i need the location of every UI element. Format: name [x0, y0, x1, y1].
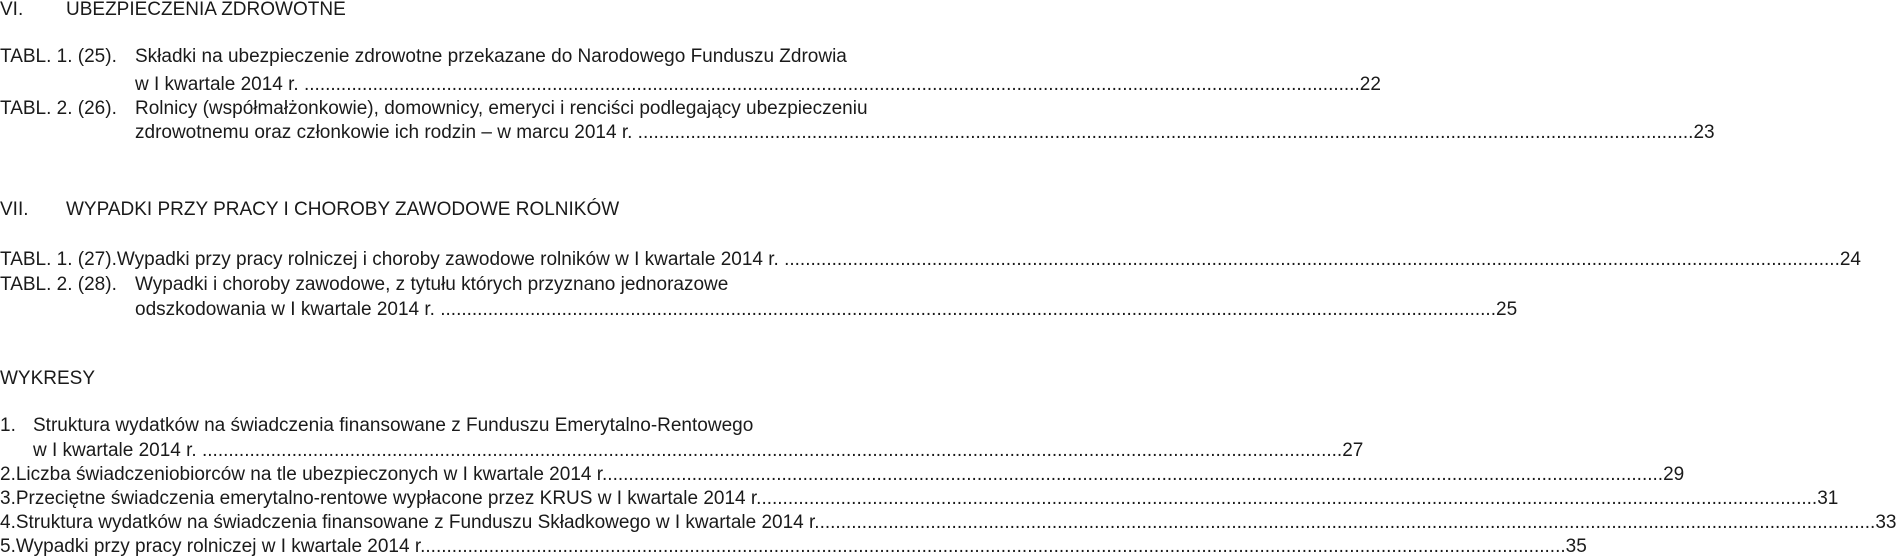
toc-entry-title: Rolnicy (współmałżonkowie), domownicy, emeryci i renciści podlegający ubezpieczeniu — [135, 98, 868, 119]
section-vi-heading — [0, 0, 346, 22]
toc-entry-vii-2-line1[interactable] — [0, 273, 728, 297]
toc-entry-vi-1-line2[interactable] — [135, 73, 1381, 97]
toc-entry-title: Struktura wydatków na świadczenia finansowane z Funduszu Emerytalno-Rentowego — [33, 415, 754, 436]
toc-entry-vi-1-line1[interactable] — [0, 45, 847, 69]
toc-page-number: 35 — [1565, 536, 1587, 557]
toc-page-number: 27 — [1342, 440, 1364, 461]
toc-page-number: 29 — [1663, 464, 1685, 485]
toc-entry-vii-1[interactable] — [0, 248, 1861, 272]
section-vii-title: WYPADKI PRZY PRACY I CHOROBY ZAWODOWE ROLNIKÓW — [66, 199, 620, 220]
toc-entry-title: Struktura wydatków na świadczenia finansowane z Funduszu Składkowego w I kwartale 2014 r. — [15, 512, 820, 533]
toc-chart-5[interactable] — [0, 535, 1587, 559]
section-vi-number: VI. — [0, 0, 24, 20]
section-wykresy-title: WYKRESY — [0, 368, 96, 389]
toc-chart-1-line1[interactable] — [0, 414, 753, 438]
toc-entry-prefix: TABL. 2. (28). — [0, 274, 117, 295]
toc-entry-prefix: 3. — [0, 488, 16, 509]
toc-entry-title: Wypadki przy pracy rolniczej i choroby zawodowe rolników w I kwartale 2014 r. — [116, 249, 779, 270]
section-vii-number: VII. — [0, 199, 29, 220]
section-wykresy-heading — [0, 367, 95, 391]
toc-leader-dots: ........................................................................................................................................................................................................................ — [196, 440, 1343, 461]
toc-entry-prefix: 4. — [0, 512, 16, 533]
toc-page-number: 24 — [1839, 249, 1861, 270]
toc-leader-dots: ........................................................................................................................................................................................................ — [761, 488, 1818, 509]
toc-chart-3[interactable] — [0, 487, 1839, 511]
toc-entry-title: Składki na ubezpieczenie zdrowotne przekazane do Narodowego Funduszu Zdrowia — [135, 46, 847, 67]
toc-leader-dots: ........................................................................................................................................................................................................ — [778, 249, 1840, 270]
toc-page-number: 22 — [1359, 74, 1381, 95]
toc-entry-title-cont: odszkodowania w I kwartale 2014 r. — [135, 299, 435, 320]
toc-entry-title: Liczba świadczeniobiorców na tle ubezpieczonych w I kwartale 2014 r. — [15, 464, 608, 485]
toc-leader-dots: ........................................................................................................................................................................................................ — [434, 299, 1496, 320]
toc-entry-prefix: 5. — [0, 536, 16, 557]
toc-entry-title-cont: w I kwartale 2014 r. — [135, 74, 299, 95]
toc-leader-dots: ........................................................................................................................................................................................................................ — [425, 536, 1566, 557]
toc-entry-vi-2-line1[interactable] — [0, 97, 868, 121]
toc-entry-prefix: TABL. 1. (27). — [0, 249, 117, 270]
toc-entry-prefix: TABL. 2. (26). — [0, 98, 117, 119]
toc-entry-vi-2-line2[interactable] — [135, 121, 1715, 145]
toc-entry-prefix: TABL. 1. (25). — [0, 46, 117, 67]
toc-entry-title: Przeciętne świadczenia emerytalno-rentowe wypłacone przez KRUS w I kwartale 2014 r. — [15, 488, 762, 509]
toc-chart-1-line2[interactable] — [33, 439, 1364, 463]
section-vii-heading — [0, 198, 619, 222]
toc-leader-dots: ........................................................................................................................................................................................................ — [298, 74, 1360, 95]
toc-chart-4[interactable] — [0, 511, 1896, 535]
toc-entry-title-cont: zdrowotnemu oraz członkowie ich rodzin – w marcu 2014 r. — [135, 122, 633, 143]
section-vi-title: UBEZPIECZENIA ZDROWOTNE — [66, 0, 346, 20]
toc-leader-dots: ........................................................................................................................................................................................................ — [607, 464, 1664, 485]
toc-page-number: 33 — [1875, 512, 1896, 533]
toc-page-number: 31 — [1817, 488, 1839, 509]
toc-page-number: 23 — [1693, 122, 1715, 143]
toc-entry-prefix: 1. — [0, 415, 16, 436]
toc-chart-2[interactable] — [0, 463, 1685, 487]
toc-entry-title-cont: w I kwartale 2014 r. — [33, 440, 197, 461]
toc-entry-vii-2-line2[interactable] — [135, 298, 1518, 322]
toc-entry-title: Wypadki przy pracy rolniczej w I kwartale 2014 r. — [15, 536, 426, 557]
toc-entry-prefix: 2. — [0, 464, 16, 485]
toc-leader-dots: ........................................................................................................................................................................................................ — [819, 512, 1876, 533]
toc-page-number: 25 — [1496, 299, 1518, 320]
toc-entry-title: Wypadki i choroby zawodowe, z tytułu których przyznano jednorazowe — [135, 274, 729, 295]
toc-leader-dots: ........................................................................................................................................................................................................ — [632, 122, 1694, 143]
